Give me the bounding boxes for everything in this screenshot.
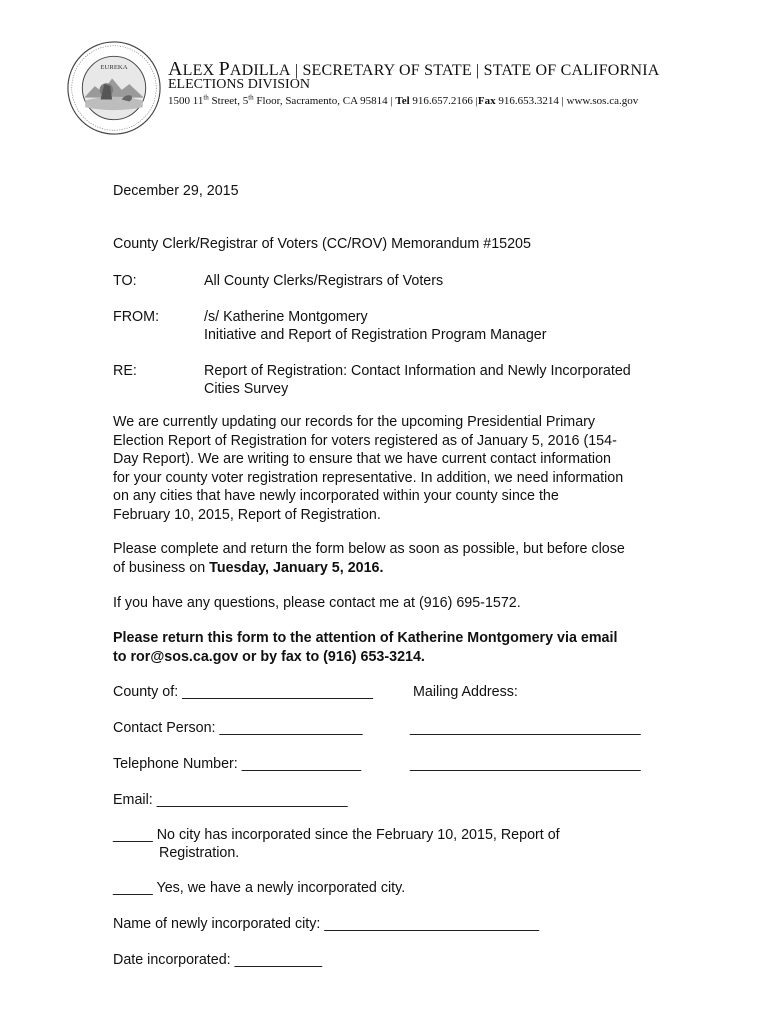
- deadline-prefix: of business on: [113, 559, 210, 576]
- intro-line: We are currently updating our records for the upcoming Presidential Primary: [113, 414, 596, 430]
- mailing-address-line-2[interactable]: _____________________________: [410, 756, 641, 772]
- intro-line: for your county voter registration representative. In addition, we need information: [113, 469, 624, 486]
- intro-line: Day Report). We are writing to ensure that we have current contact information: [113, 451, 611, 467]
- date-incorporated-field[interactable]: Date incorporated: ___________: [113, 952, 323, 968]
- address-street-floor: Street, 5: [208, 95, 249, 107]
- letterhead-address: [168, 95, 638, 107]
- fax-label: Fax: [477, 95, 496, 107]
- return-instructions-line-2: to ror@sos.ca.gov or by fax to (916) 653-3214.: [113, 648, 425, 665]
- intro-line: on any cities that have newly incorporated within your county since the: [113, 488, 559, 504]
- memo-date: December 29, 2015: [113, 183, 239, 199]
- intro-line: Election Report of Registration for voters registered as of January 5, 2016 (154-: [113, 432, 617, 449]
- address-floor-suffix: th: [248, 93, 254, 102]
- new-city-name-field[interactable]: Name of newly incorporated city: ___________________________: [113, 916, 540, 932]
- email-field[interactable]: Email: ________________________: [113, 792, 348, 808]
- deadline-paragraph: [113, 540, 673, 577]
- office-title: SECRETARY OF STATE | STATE OF CALIFORNIA: [302, 62, 660, 79]
- california-state-seal-icon: [66, 40, 162, 136]
- deadline-line-1: Please complete and return the form below as soon as possible, but before close: [113, 541, 625, 557]
- letterhead-title: ALEX PADILLA | SECRETARY OF STATE | STATE OF CALIFORNIA: [168, 58, 660, 80]
- from-name: /s/ Katherine Montgomery: [204, 309, 368, 325]
- re-line-1: Report of Registration: Contact Information and Newly Incorporated: [204, 363, 631, 379]
- from-label: FROM:: [113, 309, 160, 325]
- deadline-line-2: [113, 559, 673, 578]
- from-title: Initiative and Report of Registration Program Manager: [204, 327, 547, 343]
- county-field[interactable]: County of: ________________________: [113, 684, 373, 700]
- svg-text:EUREKA: EUREKA: [100, 63, 128, 71]
- telephone-field[interactable]: Telephone Number: _______________: [113, 756, 362, 772]
- intro-line: February 10, 2015, Report of Registration.: [113, 506, 381, 523]
- fax-and-website: 916.653.3214 | www.sos.ca.gov: [495, 95, 639, 107]
- to-label: TO:: [113, 273, 137, 289]
- option-no-new-city-line-2: Registration.: [159, 845, 240, 861]
- return-instructions: [113, 629, 673, 666]
- mailing-address-line-1[interactable]: _____________________________: [410, 720, 641, 736]
- address-city: Floor, Sacramento, CA 95814 |: [253, 95, 396, 107]
- name-last-rest: ADILLA: [229, 62, 291, 79]
- intro-paragraph: [113, 413, 673, 524]
- division-name: ELECTIONS DIVISION: [168, 77, 310, 92]
- contact-person-field[interactable]: Contact Person: __________________: [113, 720, 363, 736]
- address-street-suffix: th: [203, 93, 209, 102]
- re-line-2: Cities Survey: [204, 381, 289, 397]
- tel-label: Tel: [395, 95, 410, 107]
- questions-paragraph: If you have any questions, please contact me at (916) 695-1572.: [113, 595, 521, 611]
- re-label: RE:: [113, 363, 137, 379]
- name-first-rest: LEX: [182, 62, 215, 79]
- return-instructions-line-1: Please return this form to the attention of Katherine Montgomery via email: [113, 630, 618, 646]
- option-no-new-city[interactable]: _____ No city has incorporated since the February 10, 2015, Report of: [113, 827, 560, 843]
- to-value: All County Clerks/Registrars of Voters: [204, 273, 444, 289]
- name-last-initial: P: [218, 58, 230, 80]
- address-street-number: 1500 11: [168, 95, 204, 107]
- name-first-initial: A: [168, 58, 183, 80]
- option-new-city[interactable]: _____ Yes, we have a newly incorporated city.: [113, 880, 406, 896]
- tel-number: 916.657.2166 |: [409, 95, 478, 107]
- memo-subject-line: County Clerk/Registrar of Voters (CC/ROV) Memorandum #15205: [113, 236, 531, 252]
- mailing-address-label: Mailing Address:: [413, 684, 518, 700]
- deadline-date: Tuesday, January 5, 2016.: [209, 559, 384, 576]
